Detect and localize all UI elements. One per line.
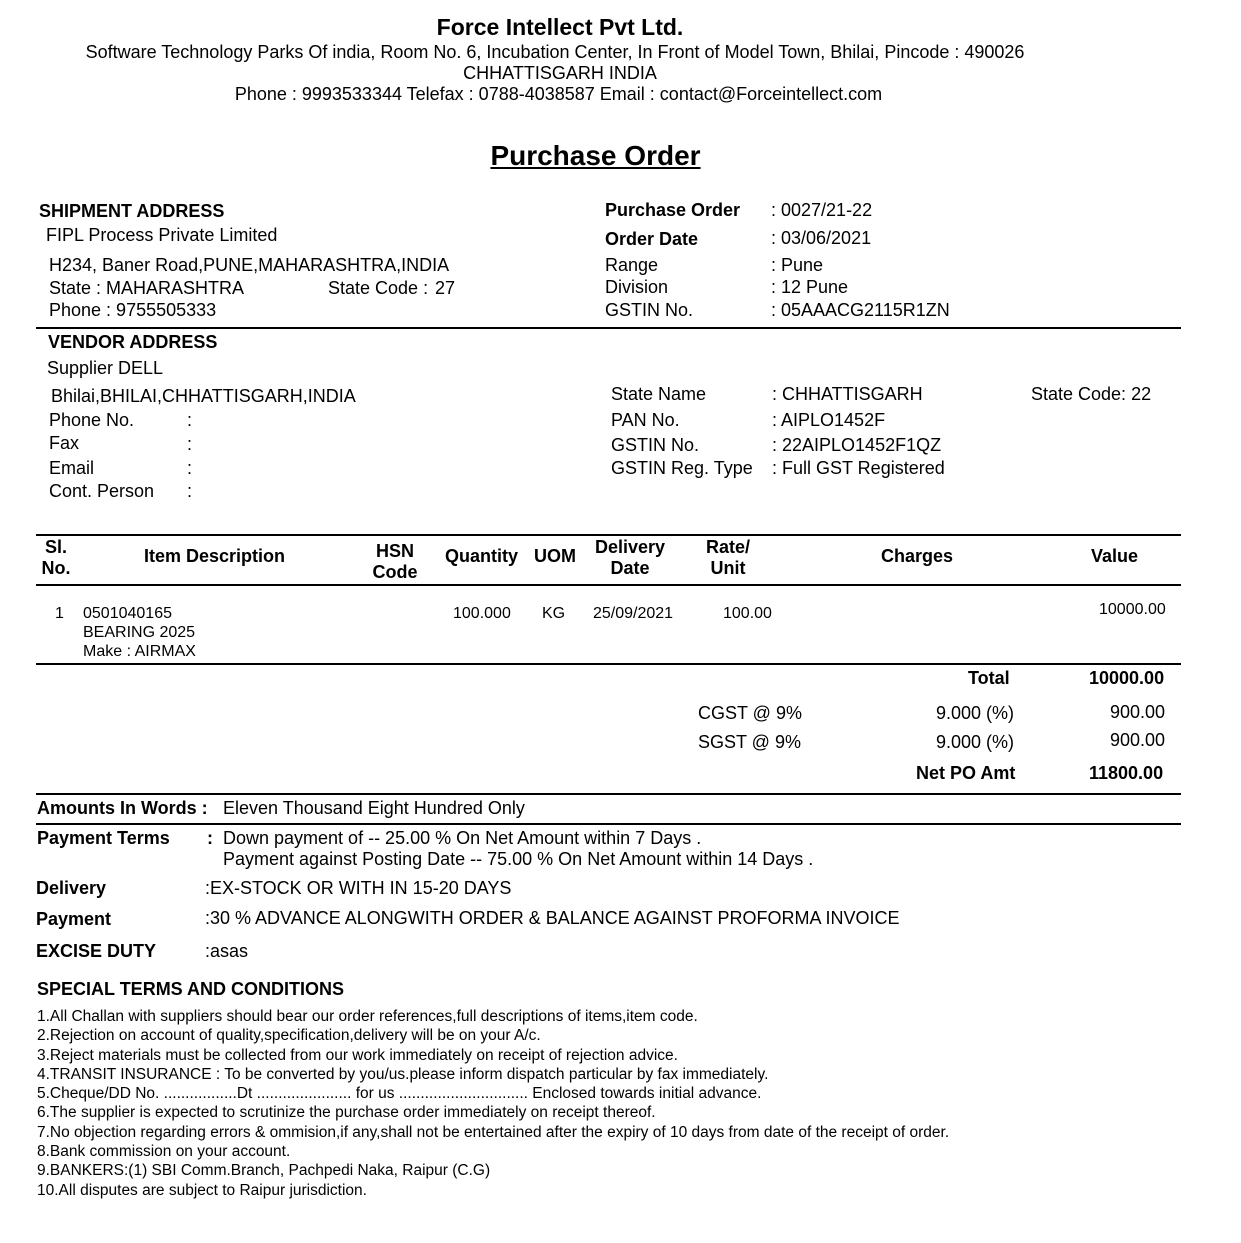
vendor-gst-type-value: : Full GST Registered (772, 458, 945, 478)
row-uom: KG (542, 605, 566, 622)
document-title: Purchase Order (490, 140, 701, 171)
row-value: 10000.00 (1099, 601, 1166, 618)
shipment-state-value: MAHARASHTRA (106, 278, 245, 298)
sgst-rate: 9.000 (%) (936, 732, 1015, 752)
col-sl-header: Sl. No. (41, 537, 71, 578)
amount-words-value: Eleven Thousand Eight Hundred Only (223, 798, 525, 818)
vendor-phone-label: Phone No. (49, 410, 135, 430)
order-date-value: : 03/06/2021 (771, 228, 872, 248)
divider (36, 793, 1181, 795)
row-item-code: 0501040165 (83, 605, 172, 622)
list-item: 8.Bank commission on your account. (37, 1143, 291, 1161)
list-item: 2.Rejection on account of quality,specification,delivery will be on your A/c. (37, 1027, 541, 1045)
shipment-phone: Phone : 9755505333 (49, 300, 217, 320)
row-item-name: BEARING 2025 (83, 624, 196, 641)
total-label: Total (968, 668, 1010, 688)
vendor-fax-colon: : (187, 434, 193, 454)
row-delivery-date: 25/09/2021 (593, 605, 674, 622)
row-qty: 100.000 (453, 605, 511, 622)
list-item: 9.BANKERS:(1) SBI Comm.Branch, Pachpedi Naka, Raipur (C.G) (37, 1162, 491, 1180)
amount-words-label: Amounts In Words : (37, 798, 208, 818)
vendor-contact-colon: : (187, 481, 193, 501)
vendor-gstin-label: GSTIN No. (611, 435, 700, 455)
cgst-value: 900.00 (1110, 702, 1166, 722)
shipment-state-code-label: State Code : (328, 278, 429, 298)
col-value-header: Value (1091, 546, 1139, 566)
divider (36, 327, 1181, 329)
company-name: Force Intellect Pvt Ltd. (436, 14, 684, 40)
company-address-region: CHHATTISGARH INDIA (463, 63, 657, 83)
vendor-state-name-value: : CHHATTISGARH (772, 384, 923, 404)
payment-terms-label: Payment Terms (37, 828, 170, 848)
net-po-value: 11800.00 (1089, 763, 1164, 783)
payment-terms-line1: Down payment of -- 25.00 % On Net Amount within 7 Days . (223, 828, 702, 848)
col-charges-header: Charges (881, 546, 954, 566)
col-delivery-header: Delivery Date (594, 537, 666, 578)
row-item-make: Make : AIRMAX (83, 643, 196, 660)
sgst-value: 900.00 (1110, 730, 1166, 750)
vendor-gstin-value: : 22AIPLO1452F1QZ (772, 435, 942, 455)
net-po-label: Net PO Amt (916, 763, 1016, 783)
delivery-value: :EX-STOCK OR WITH IN 15-20 DAYS (205, 878, 512, 898)
delivery-label: Delivery (36, 878, 107, 898)
order-gstin-label: GSTIN No. (605, 300, 694, 320)
col-rate-header: Rate/ Unit (705, 537, 750, 578)
po-number-value: : 0027/21-22 (771, 200, 873, 220)
payment-value: :30 % ADVANCE ALONGWITH ORDER & BALANCE AGAINST PROFORMA INVOICE (205, 908, 900, 928)
excise-duty-value: :asas (205, 941, 249, 961)
shipment-state-code-value: 27 (435, 278, 456, 298)
divider (36, 823, 1181, 825)
payment-label: Payment (36, 909, 112, 929)
vendor-state-code: State Code: 22 (1031, 384, 1152, 404)
row-sl: 1 (55, 605, 64, 622)
list-item: 5.Cheque/DD No. .................Dt ...................... for us .............................. Enclosed towards initial advance. (37, 1085, 762, 1103)
list-item: 3.Reject materials must be collected from our work immediately on receipt of rejection advice. (37, 1046, 678, 1064)
list-item: 4.TRANSIT INSURANCE : To be converted by you/us.please inform dispatch particular by fax immediately. (37, 1065, 769, 1083)
vendor-heading: VENDOR ADDRESS (48, 332, 218, 352)
vendor-email-label: Email (49, 458, 95, 478)
vendor-contact-label: Cont. Person (49, 481, 155, 501)
vendor-pan-label: PAN No. (611, 410, 680, 430)
range-label: Range (605, 255, 659, 275)
po-number-label: Purchase Order (605, 200, 741, 220)
col-qty-header: Quantity (445, 546, 519, 566)
list-item: 7.No objection regarding errors & ommision,if any,shall not be entertained after the expiry of 10 days from date of the receipt of order. (37, 1123, 950, 1141)
vendor-address-line: Bhilai,BHILAI,CHHATTISGARH,INDIA (51, 386, 356, 406)
division-value: : 12 Pune (771, 277, 849, 297)
list-item: 6.The supplier is expected to scrutinize the purchase order immediately on receipt thereof. (37, 1104, 656, 1122)
shipment-address-line: H234, Baner Road,PUNE,MAHARASHTRA,INDIA (49, 255, 450, 275)
shipment-company: FIPL Process Private Limited (46, 225, 278, 245)
vendor-fax-label: Fax (49, 433, 80, 453)
company-contact: Phone : 9993533344 Telefax : 0788-4038587 Email : contact@Forceintellect.com (234, 84, 883, 104)
cgst-label: CGST @ 9% (698, 703, 802, 723)
special-terms-heading: SPECIAL TERMS AND CONDITIONS (37, 979, 345, 999)
special-terms-list (37, 1007, 949, 1200)
table-bottom-border (36, 663, 1181, 665)
order-gstin-value: : 05AAACG2115R1ZN (771, 300, 950, 320)
list-item: 10.All disputes are subject to Raipur jurisdiction. (37, 1181, 367, 1199)
col-hsn-header: HSN Code (372, 541, 418, 582)
shipment-state-label: State : (49, 278, 102, 298)
row-rate: 100.00 (723, 605, 772, 622)
col-uom-header: UOM (534, 546, 576, 566)
excise-duty-label: EXCISE DUTY (36, 941, 157, 961)
company-address: Software Technology Parks Of india, Room No. 6, Incubation Center, In Front of Model Town, Bhilai, Pincode : 490026 (85, 42, 1025, 62)
payment-terms-line2: Payment against Posting Date -- 75.00 % On Net Amount within 14 Days . (223, 849, 814, 869)
order-date-label: Order Date (605, 229, 699, 249)
shipment-heading: SHIPMENT ADDRESS (39, 201, 225, 221)
total-value: 10000.00 (1089, 668, 1165, 688)
list-item: 1.All Challan with suppliers should bear our order references,full descriptions of items,item code. (37, 1008, 698, 1025)
vendor-email-colon: : (187, 458, 193, 478)
col-desc-header: Item Description (144, 546, 286, 566)
vendor-pan-value: : AIPLO1452F (772, 410, 886, 430)
vendor-name: Supplier DELL (47, 358, 164, 378)
table-header-border (36, 584, 1181, 586)
table-top-border (36, 534, 1181, 536)
vendor-state-name-label: State Name (611, 384, 707, 404)
vendor-phone-colon: : (187, 410, 193, 430)
payment-terms-colon: : (207, 828, 213, 848)
cgst-rate: 9.000 (%) (936, 703, 1015, 723)
division-label: Division (605, 277, 669, 297)
sgst-label: SGST @ 9% (698, 732, 801, 752)
vendor-gst-type-label: GSTIN Reg. Type (611, 458, 753, 478)
range-value: : Pune (771, 255, 824, 275)
